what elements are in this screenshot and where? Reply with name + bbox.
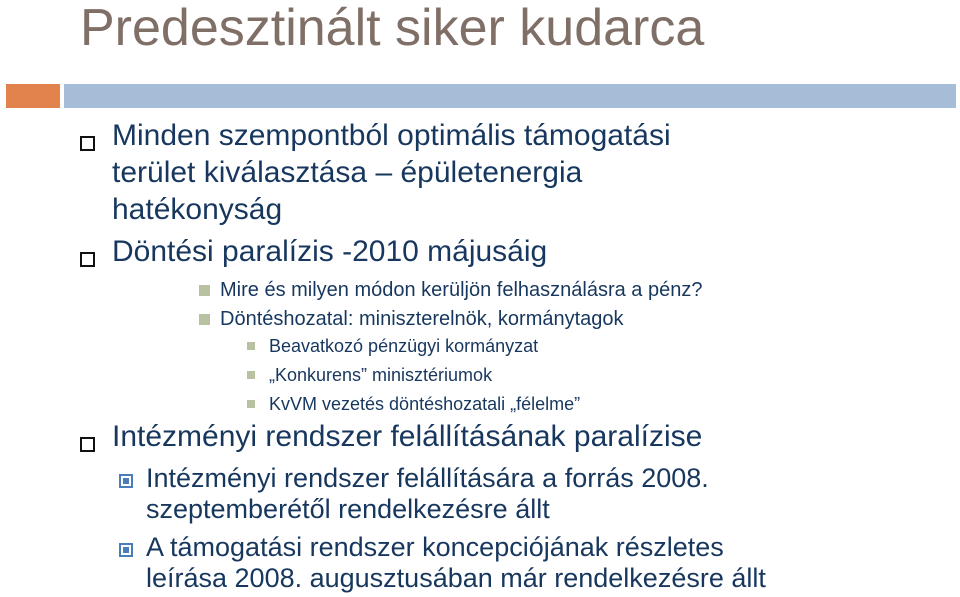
framed-square-bullet-icon [119, 543, 133, 557]
slide-title: Predesztinált siker kudarca [80, 0, 705, 57]
small-square-bullet-icon [247, 342, 255, 350]
sub-bullet-text: Döntéshozatal: miniszterelnök, kormánytagok [220, 308, 624, 330]
bullet-text: Intézményi rendszer felállításának paralízise [112, 420, 703, 453]
sub-sub-bullet-text: Beavatkozó pénzügyi kormányzat [269, 336, 539, 356]
sub-sub-bullet-text: „Konkurens” minisztériumok [269, 365, 493, 385]
sub-bullet-text: szeptemberétől rendelkezésre állt [146, 494, 550, 524]
small-square-bullet-icon [247, 371, 255, 379]
hollow-square-bullet-icon [80, 252, 95, 267]
hollow-square-bullet-icon [80, 136, 95, 151]
sub-sub-bullet-text: KvVM vezetés döntéshozatali „félelme” [269, 394, 581, 414]
sub-bullet-text: leírása 2008. augusztusában már rendelkezésre állt [146, 563, 766, 593]
framed-square-bullet-icon [119, 474, 133, 488]
title-accent-bar-orange [6, 84, 60, 108]
sub-bullet-text: A támogatási rendszer koncepciójának részletes [146, 532, 724, 562]
bullet-text: Minden szempontból optimális támogatási [112, 119, 671, 152]
sub-bullet-text: Intézményi rendszer felállítására a forrás 2008. [146, 463, 709, 493]
square-bullet-icon [199, 314, 210, 325]
sub-bullet-text: Mire és milyen módon kerüljön felhasználásra a pénz? [220, 279, 703, 301]
bullet-text: hatékonyság [112, 193, 283, 226]
small-square-bullet-icon [247, 400, 255, 408]
square-bullet-icon [199, 285, 210, 296]
hollow-square-bullet-icon [80, 437, 95, 452]
title-accent-bar-blue [64, 84, 956, 108]
bullet-text: terület kiválasztása – épületenergia [112, 156, 583, 189]
bullet-text: Döntési paralízis -2010 májusáig [112, 235, 548, 268]
